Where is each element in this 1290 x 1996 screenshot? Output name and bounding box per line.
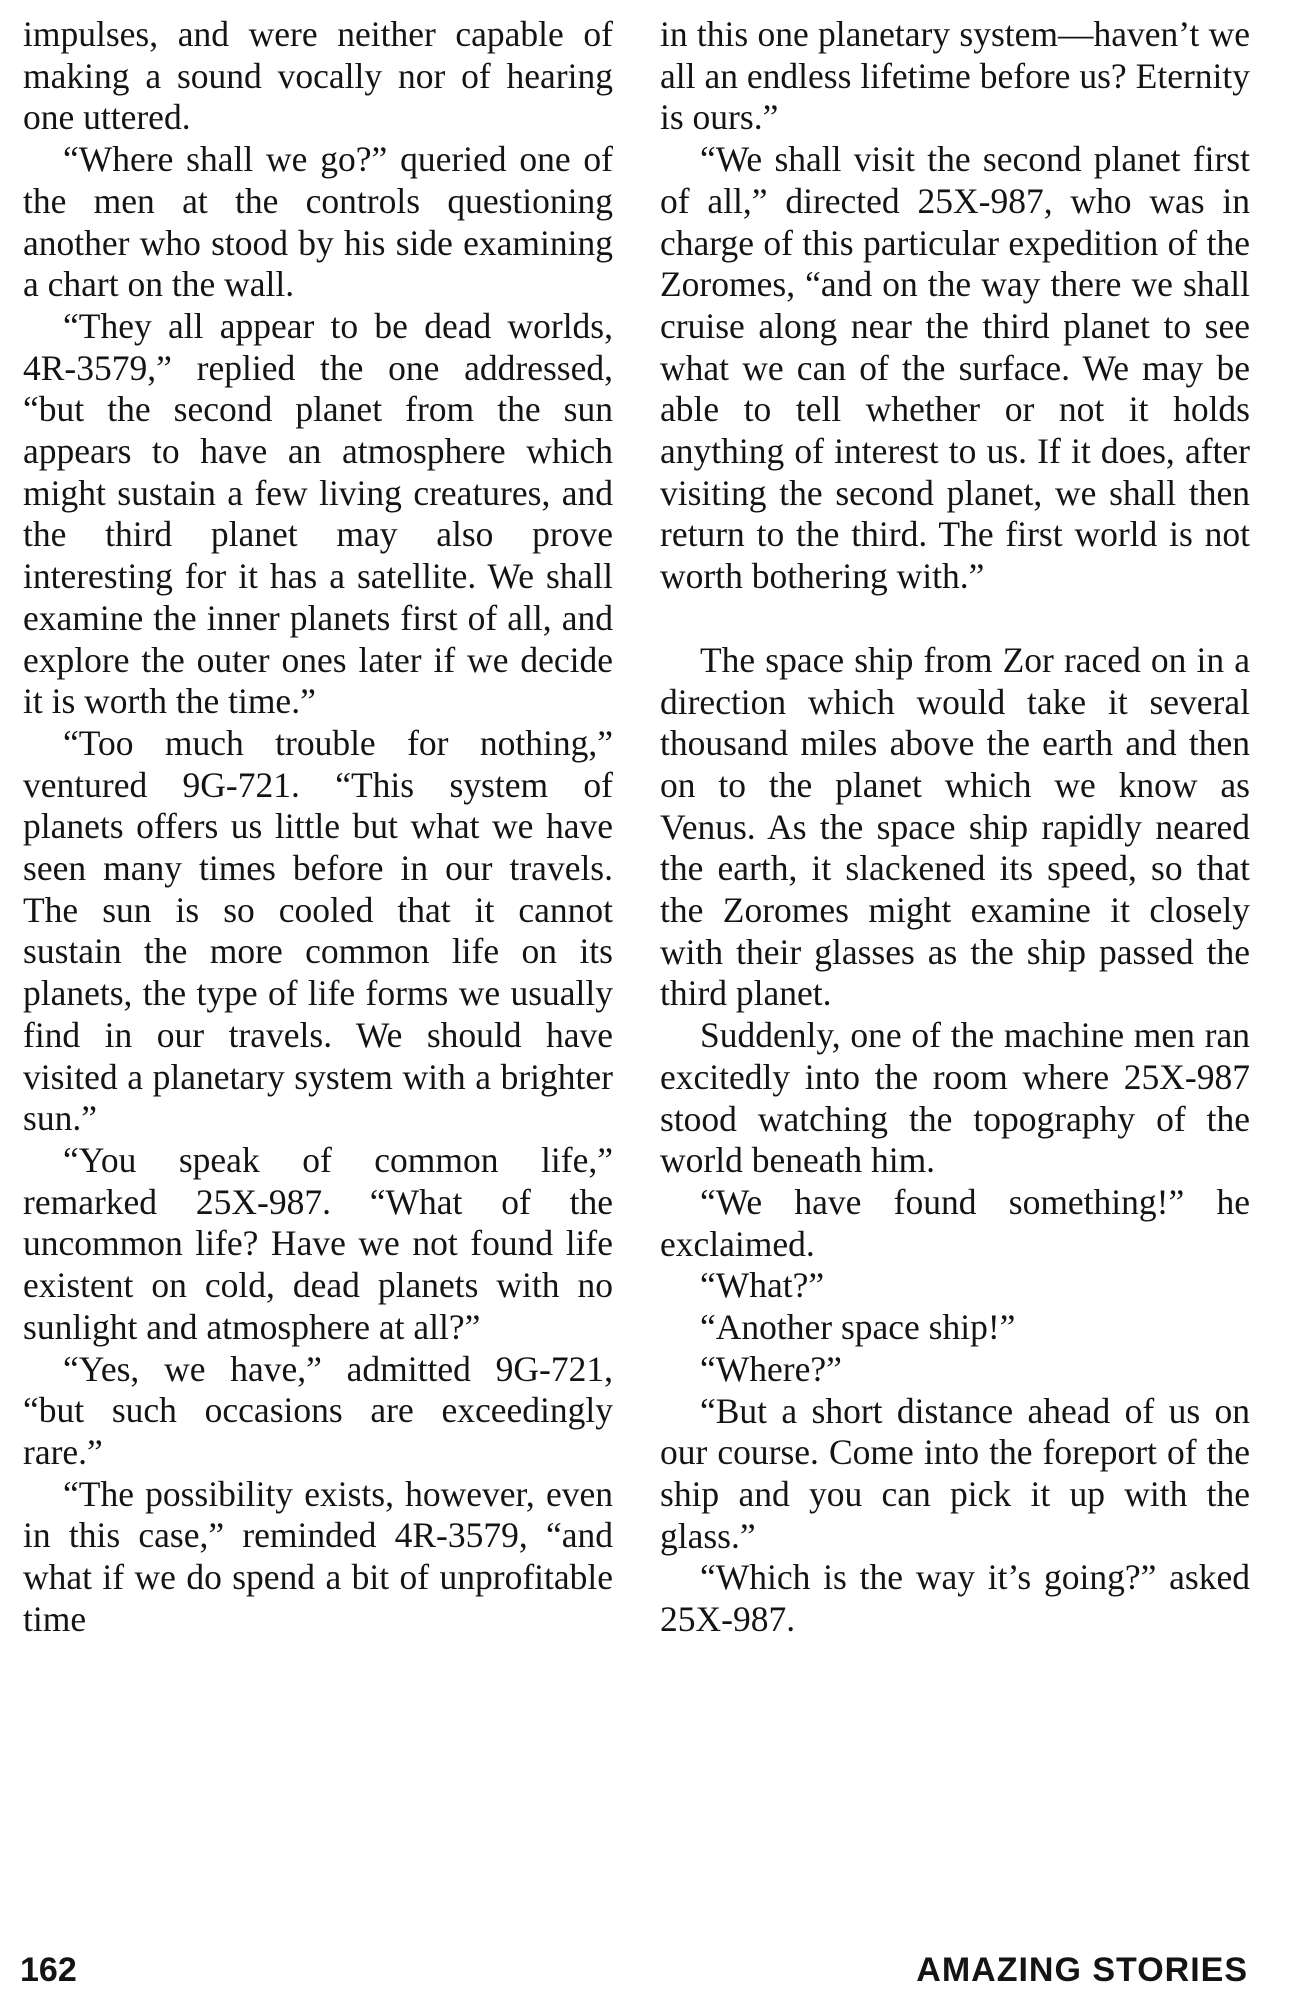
right-column — [660, 14, 1250, 1641]
left-paragraph-6: “Yes, we have,” admitted 9G-721, “but such occasions are exceedingly rare.” — [23, 1348, 613, 1472]
right-paragraph-10: “Which is the way it’s going?” asked 25X-987. — [660, 1557, 1250, 1640]
right-paragraph-8: “Where?” — [700, 1348, 842, 1389]
right-paragraph-2: “We shall visit the second planet first of all,” directed 25X-987, who was in charge of this particular expedition of the Zoromes, “and on the way there we shall cruise along near the third planet to see what we can of the surface. We may be able to tell whether or not it holds anything of interest to us. If it does, after visiting the second planet, we shall then return to the third. The first world is not worth bothering with.” — [660, 139, 1250, 597]
left-paragraph-5: “You speak of common life,” remarked 25X-987. “What of the uncommon life? Have we not found life existent on cold, dead planets with no sunlight and atmosphere at all?” — [23, 1139, 613, 1347]
running-footer-title: AMAZING STORIES — [916, 1951, 1248, 1989]
right-paragraph-9: “But a short distance ahead of us on our course. Come into the foreport of the ship and you can pick it up with the glass.” — [660, 1390, 1250, 1556]
left-paragraph-7: “The possibility exists, however, even in this case,” reminded 4R-3579, “and what if we do spend a bit of unprofitable time — [23, 1473, 613, 1639]
page-number: 162 — [20, 1951, 77, 1989]
left-column — [23, 14, 613, 1640]
right-paragraph-5: “We have found something!” he exclaimed. — [660, 1181, 1250, 1264]
left-paragraph-3: “They all appear to be dead worlds, 4R-3579,” replied the one addressed, “but the second planet from the sun appears to have an atmosphere which might sustain a few living creatures, and the third planet may also prove interesting for it has a satellite. We shall examine the inner planets first of all, and explore the outer ones later if we decide it is worth the time.” — [23, 305, 613, 722]
right-paragraph-1: in this one planetary system—haven’t we all an endless lifetime before us? Eternity is ours.” — [660, 14, 1250, 138]
right-paragraph-3: The space ship from Zor raced on in a direction which would take it several thousand miles above the earth and then on to the planet which we know as Venus. As the space ship rapidly neared the earth, it slackened its speed, so that the Zoromes might examine it closely with their glasses as the ship passed the third planet. — [660, 639, 1250, 1014]
right-paragraph-4: Suddenly, one of the machine men ran excitedly into the room where 25X-987 stood watching the topography of the world beneath him. — [660, 1015, 1250, 1181]
right-paragraph-7: “Another space ship!” — [700, 1307, 1016, 1348]
left-paragraph-4: “Too much trouble for nothing,” ventured 9G-721. “This system of planets offers us little but what we have seen many times before in our travels. The sun is so cooled that it cannot sustain the more common life on its planets, the type of life forms we usually find in our travels. We should have visited a planetary system with a brighter sun.” — [23, 722, 613, 1139]
left-paragraph-1: impulses, and were neither capable of making a sound vocally nor of hearing one uttered. — [23, 14, 613, 138]
right-paragraph-6: “What?” — [700, 1265, 825, 1306]
left-paragraph-2: “Where shall we go?” queried one of the men at the controls questioning another who stood by his side examining a chart on the wall. — [23, 139, 613, 305]
